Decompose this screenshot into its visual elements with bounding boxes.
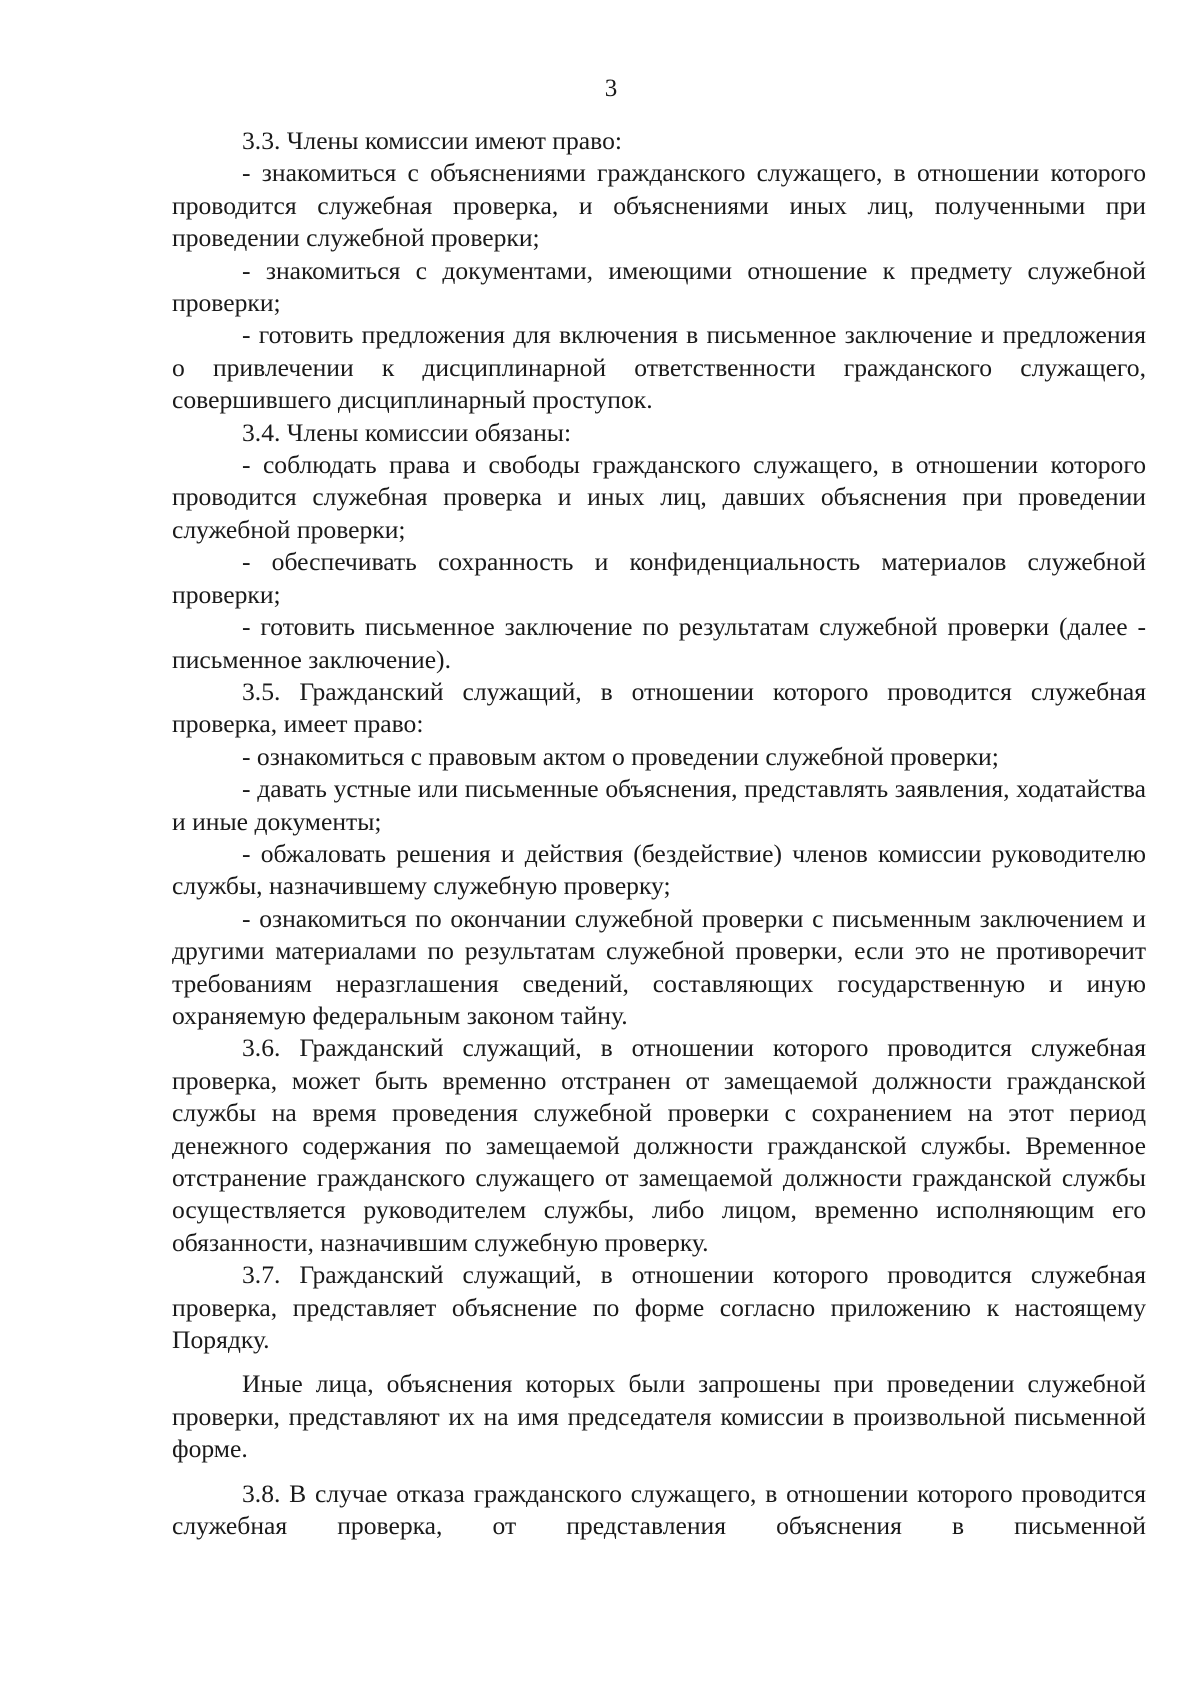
paragraph-3-5-item-3: - обжаловать решения и действия (бездействие) членов комиссии руководителю службы, назначившему служебную проверку; <box>172 838 1146 901</box>
document-body <box>172 125 1146 1542</box>
paragraph-3-3-item-2: - знакомиться с документами, имеющими отношение к предмету служебной проверки; <box>172 255 1146 318</box>
paragraph-3-5: 3.5. Гражданский служащий, в отношении которого проводится служебная проверка, имеет право: <box>172 676 1146 739</box>
paragraph-3-3-item-3: - готовить предложения для включения в письменное заключение и предложения о привлечении к дисциплинарной ответственности гражданского служащего, совершившего дисциплинарный проступок. <box>172 320 1146 415</box>
paragraph-3-7: 3.7. Гражданский служащий, в отношении которого проводится служебная проверка, представляет объяснение по форме согласно приложению к настоящему Порядку. <box>172 1260 1146 1355</box>
paragraph-3-4-heading: 3.4. Члены комиссии обязаны: <box>242 417 572 447</box>
paragraph-3-8: 3.8. В случае отказа гражданского служащего, в отношении которого проводится служебная проверка, от представления объяснения в письменной <box>172 1478 1146 1541</box>
paragraph-3-6: 3.6. Гражданский служащий, в отношении которого проводится служебная проверка, может быть временно отстранен от замещаемой должности гражданской службы на время проведения служебной проверки с сохранением на этот период денежного содержания по замещаемой должности гражданской службы. Временное отстранение гражданского служащего от замещаемой должности гражданской службы осуществляется руководителем службы, либо лицом, временно исполняющим его обязанности, назначившим служебную проверку. <box>172 1033 1146 1257</box>
paragraph-3-4-item-3: - готовить письменное заключение по результатам служебной проверки (далее - письменное заключение). <box>172 612 1146 674</box>
paragraph-3-4-item-2: - обеспечивать сохранность и конфиденциальность материалов служебной проверки; <box>172 547 1146 609</box>
paragraph-3-5-item-4: - ознакомиться по окончании служебной проверки с письменным заключением и другими материалами по результатам служебной проверки, если это не противоречит требованиям неразглашения сведений, составляющих государственную и иную охраняемую федеральным законом тайну. <box>172 903 1146 1030</box>
paragraph-3-4-item-1: - соблюдать права и свободы гражданского служащего, в отношении которого проводится служебная проверка и иных лиц, давших объяснения при проведении служебной проверки; <box>172 450 1146 544</box>
paragraph-3-5-item-1: - ознакомиться с правовым актом о проведении служебной проверки; <box>242 741 999 771</box>
paragraph-3-7-other-persons: Иные лица, объяснения которых были запрошены при проведении служебной проверки, представляют их на имя председателя комиссии в произвольной письменной форме. <box>172 1369 1146 1464</box>
page-number: 3 <box>604 75 618 102</box>
paragraph-3-3-heading: 3.3. Члены комиссии имеют право: <box>242 126 622 155</box>
paragraph-3-3-item-1: - знакомиться с объяснениями гражданского служащего, в отношении которого проводится служебная проверка, и объяснениями иных лиц, полученными при проведении служебной проверки; <box>172 158 1146 253</box>
paragraph-3-5-item-2: - давать устные или письменные объяснения, представлять заявления, ходатайства и иные документы; <box>172 774 1146 836</box>
